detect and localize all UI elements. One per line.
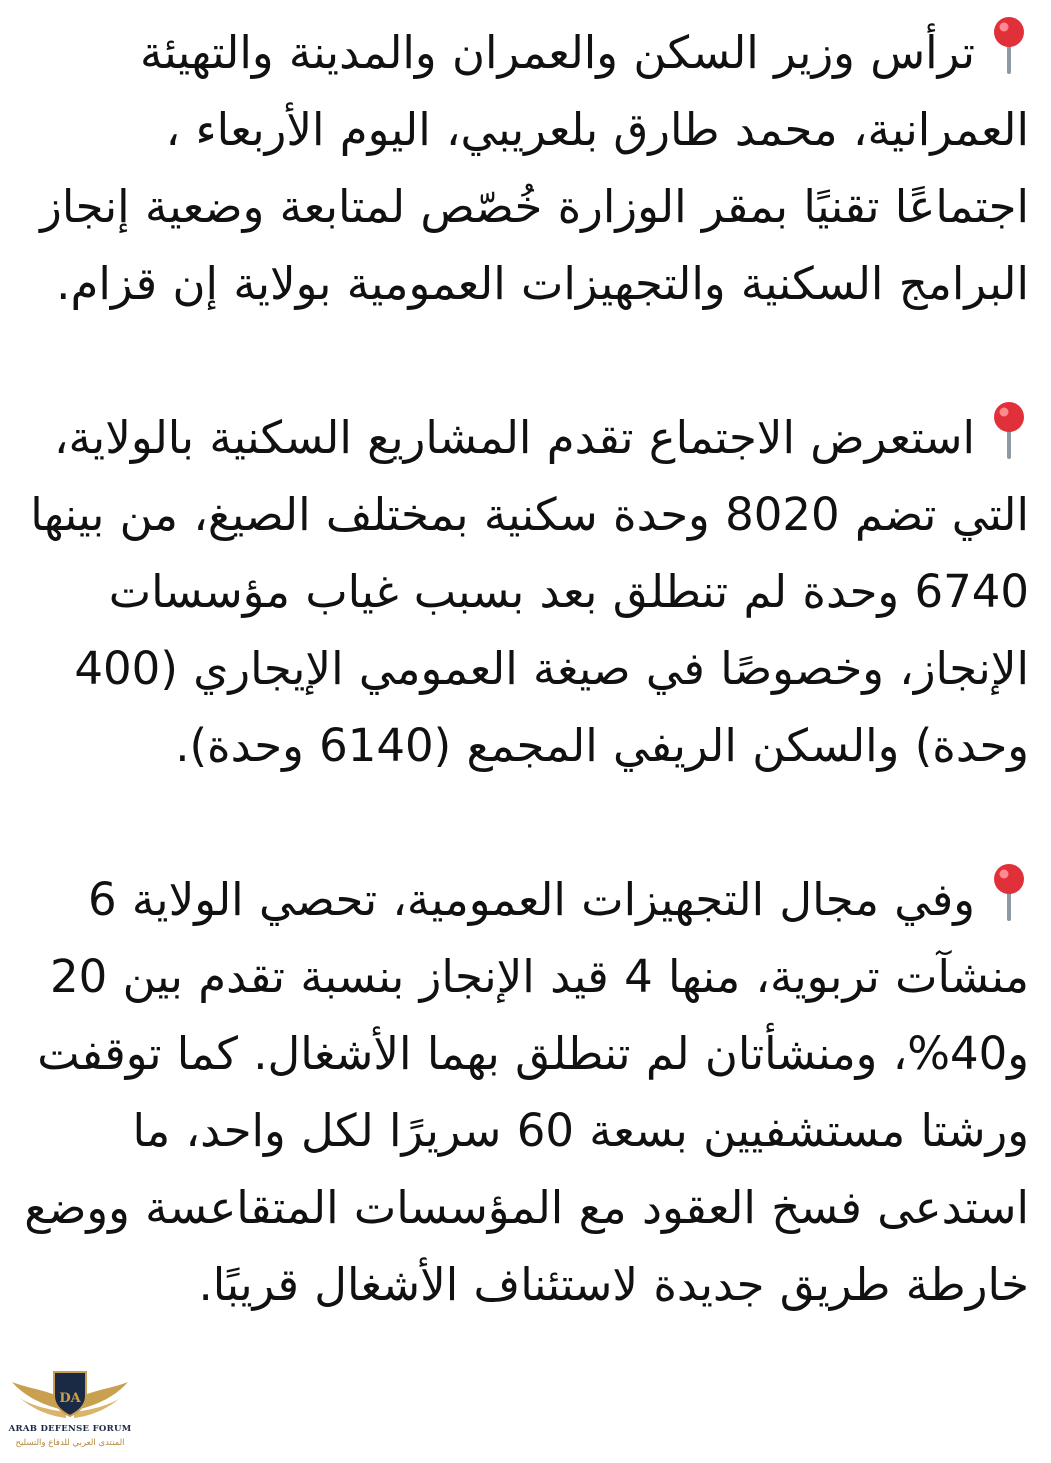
paragraph-3-text: وفي مجال التجهيزات العمومية، تحصي الولاية 6 منشآت تربوية، منها 4 قيد الإنجاز بنسبة تقدم بين 20 و40%، ومنشأتان لم تنطلق بهما الأشغال. كما توقفت ورشتا مستشفيين بسعة 60 سريرًا لكل واحد، ما استدعى فسخ العقود مع المؤسسات المتقاعسة ووضع خارطة طريق جديدة لاستئناف الأشغال قريبًا. xyxy=(24,873,1029,1311)
pushpin-icon xyxy=(989,401,1029,459)
paragraph-2 xyxy=(22,399,1029,784)
paragraph-2-text: استعرض الاجتماع تقدم المشاريع السكنية بالولاية، التي تضم 8020 وحدة سكنية بمختلف الصيغ، من بينها 6740 وحدة لم تنطلق بعد بسبب غياب مؤسسات الإنجاز، وخصوصًا في صيغة العمومي الإيجاري (400 وحدة) والسكن الريفي المجمع (6140 وحدة). xyxy=(30,411,1029,772)
paragraph-3 xyxy=(22,861,1029,1323)
paragraph-gap xyxy=(22,322,1029,399)
paragraph-1 xyxy=(22,14,1029,322)
pushpin-icon xyxy=(989,16,1029,74)
logo-letters: DA xyxy=(59,1391,81,1406)
arab-defense-forum-logo xyxy=(6,1360,134,1426)
pushpin-icon xyxy=(989,863,1029,921)
paragraph-1-text: ترأس وزير السكن والعمران والمدينة والتهيئة العمرانية، محمد طارق بلعريبي، اليوم الأربعاء ، اجتماعًا تقنيًا بمقر الوزارة خُصّص لمتابعة وضعية إنجاز البرامج السكنية والتجهيزات العمومية بولاية إن قزام. xyxy=(40,26,1029,310)
watermark-subtitle: المنتدى العربي للدفاع والتسليح xyxy=(15,1438,125,1448)
watermark-title: ARAB DEFENSE FORUM xyxy=(8,1424,132,1434)
arab-defense-forum-watermark xyxy=(6,1360,134,1460)
paragraph-gap xyxy=(22,784,1029,861)
